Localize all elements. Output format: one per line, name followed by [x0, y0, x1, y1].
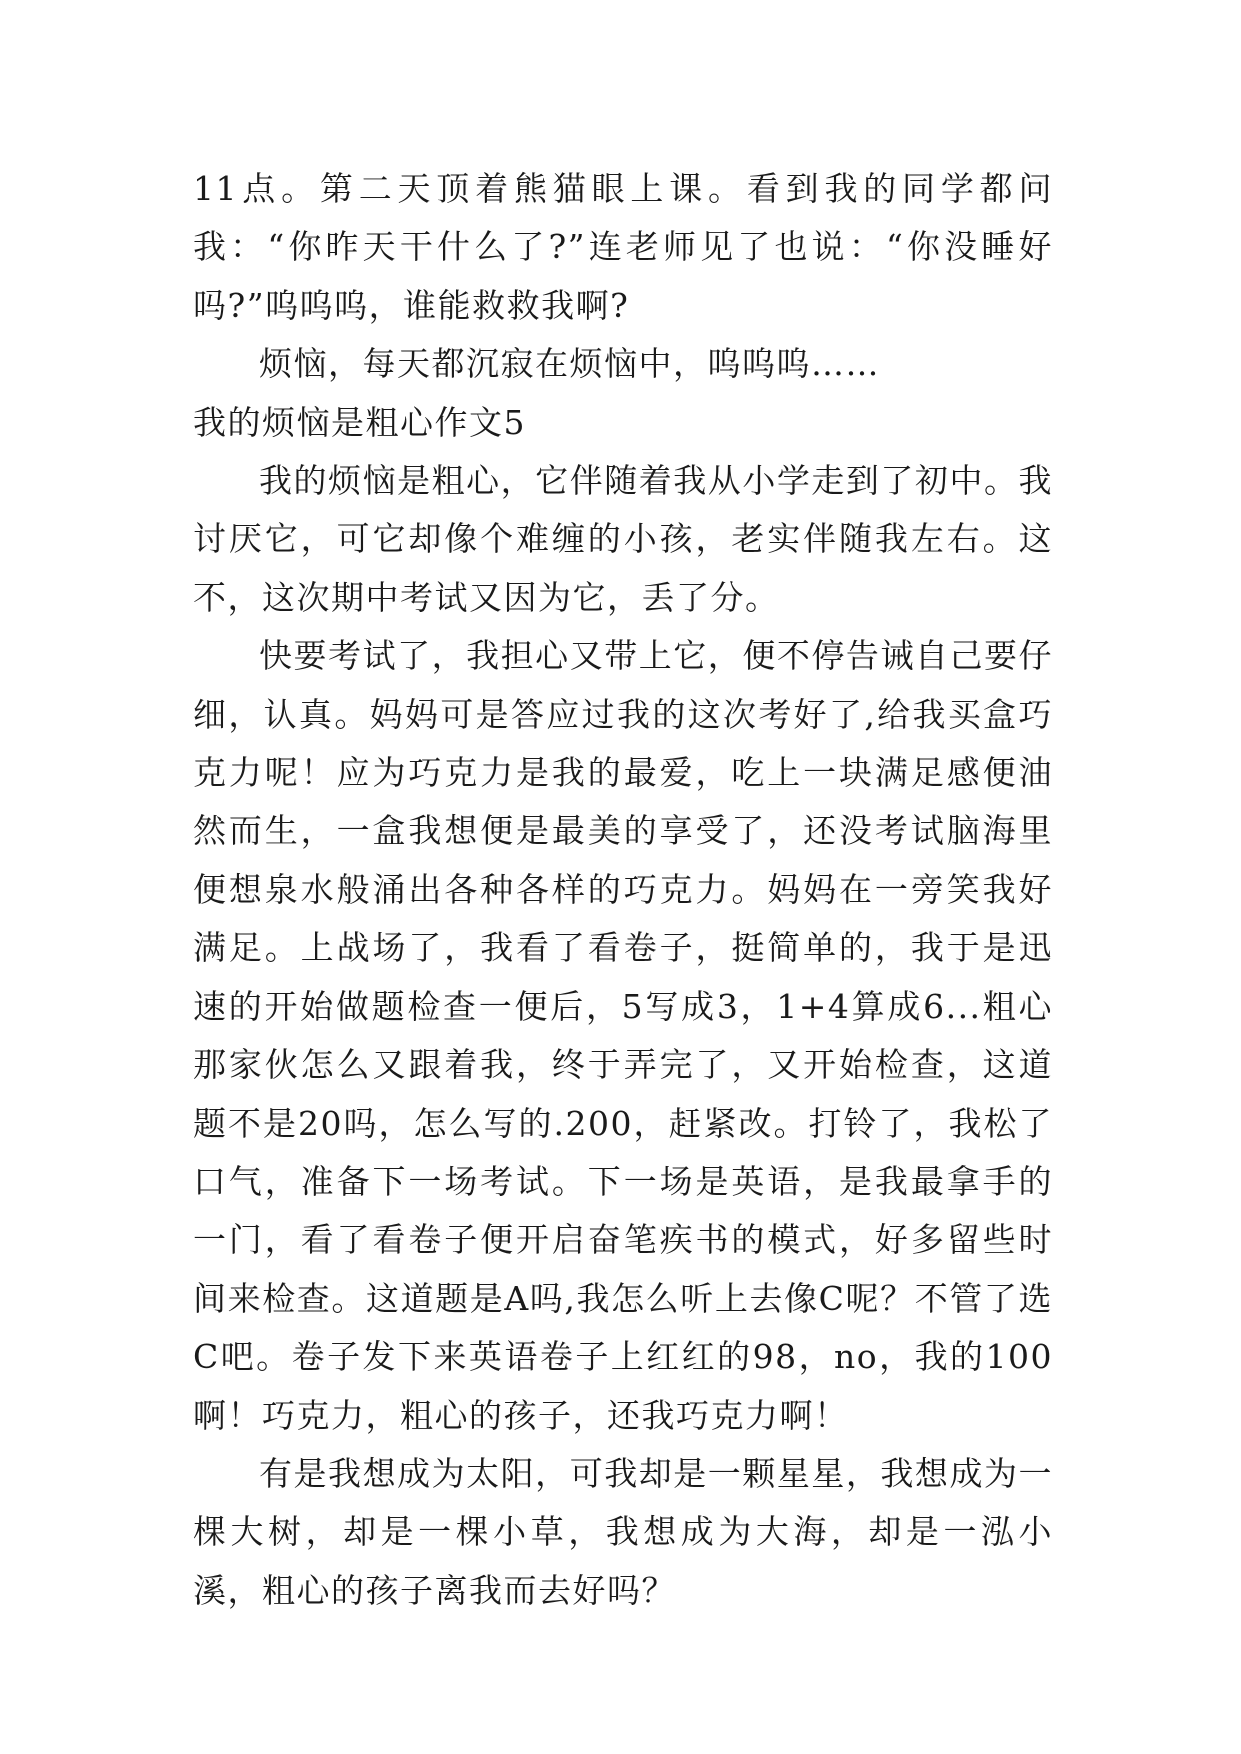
document-page	[193, 160, 1053, 1620]
closing-line: 烦恼，每天都沉寂在烦恼中，呜呜呜……	[259, 344, 880, 384]
body-paragraph: 我的烦恼是粗心，它伴随着我从小学走到了初中。我讨厌它，可它却像个难缠的小孩，老实伴随我左右。这不，这次期中考试又因为它，丢了分。	[193, 461, 1053, 617]
section-title: 我的烦恼是粗心作文5	[193, 402, 526, 442]
continuation-paragraph: 11点。第二天顶着熊猫眼上课。看到我的同学都问我：“你昨天干什么了?”连老师见了也说：“你没睡好吗?”呜呜呜，谁能救救我啊?	[193, 169, 1053, 325]
body-paragraph: 有是我想成为太阳，可我却是一颗星星，我想成为一棵大树，却是一棵小草，我想成为大海，却是一泓小溪，粗心的孩子离我而去好吗？	[193, 1453, 1053, 1610]
body-paragraph: 快要考试了，我担心又带上它，便不停告诫自己要仔细，认真。妈妈可是答应过我的这次考好了,给我买盒巧克力呢！应为巧克力是我的最爱，吃上一块满足感便油然而生，一盒我想便是最美的享受了，还没考试脑海里便想泉水般涌出各种各样的巧克力。妈妈在一旁笑我好满足。上战场了，我看了看卷子，挺简单的，我于是迅速的开始做题检查一便后，5写成3，1+4算成6...粗心那家伙怎么又跟着我，终于弄完了，又开始检查，这道题不是20吗，怎么写的.200，赶紧改。打铃了，我松了口气，准备下一场考试。下一场是英语，是我最拿手的一门，看了看卷子便开启奋笔疾书的模式，好多留些时间来检查。这道题是A吗,我怎么听上去像C呢？不管了选C吧。卷子发下来英语卷子上红红的98，no，我的100啊！巧克力，粗心的孩子，还我巧克力啊！	[193, 636, 1053, 1435]
